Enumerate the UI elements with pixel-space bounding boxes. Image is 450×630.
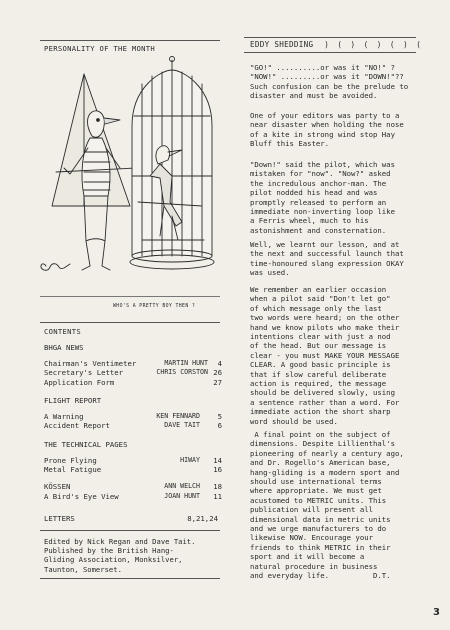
toc-author: DAVE TAIT bbox=[164, 421, 200, 430]
toc-row bbox=[44, 378, 222, 388]
toc-author: CHRIS CORSTON bbox=[156, 368, 208, 377]
cartoon-illustration bbox=[12, 56, 232, 296]
top-rule-left bbox=[40, 40, 220, 41]
paragraph-2: One of your editors was party to a near disaster when holding the nose of a kite in strong wind stop Hay Bluff this Easter. bbox=[250, 111, 404, 149]
contents-group-letters bbox=[44, 514, 222, 524]
toc-author: ANN WELCH bbox=[164, 482, 200, 490]
toc-title: Chairman's Ventimeter bbox=[44, 358, 137, 368]
toc-author: MARTIN HUNT bbox=[164, 358, 208, 367]
toc-page: 4 bbox=[217, 358, 222, 368]
page-number: 3 bbox=[433, 607, 440, 618]
toc-author: JOAN HUNT bbox=[164, 491, 200, 500]
group-heading: KÖSSEN bbox=[44, 482, 71, 491]
caption-rule bbox=[40, 296, 220, 297]
paragraph-5: We remember an earlier occasion when a pilot said "Don't let go" of which message only the last two words were heard; on the other hand we know pilots who make their intentions clear with just a nod of the head. But our message is clear - you must MAKE YOUR MESSAGE CLEAR. A good basic principle is that if slow careful deliberate action is required, the message should be delivered slowly, using a sentence rather than a word. For immediate action the short sharp word should be used. bbox=[250, 285, 400, 426]
toc-title: A Bird's Eye View bbox=[44, 491, 119, 501]
group-heading: LETTERS bbox=[44, 514, 75, 523]
toc-page: 27 bbox=[213, 377, 222, 387]
toc-page: 14 bbox=[213, 455, 222, 465]
toc-row bbox=[44, 456, 222, 466]
title-ornament: ) ( ) ( ) ( ) ( bbox=[324, 40, 423, 49]
toc-row bbox=[44, 492, 222, 502]
section-title-eddy: EDDY SHEDDING ) ( ) ( ) ( ) ( bbox=[250, 40, 423, 49]
toc-row bbox=[44, 412, 222, 422]
group-heading: FLIGHT REPORT bbox=[44, 396, 102, 405]
contents-title: CONTENTS bbox=[44, 327, 82, 336]
contents-group-technical bbox=[44, 440, 222, 475]
toc-title: Accident Report bbox=[44, 421, 110, 431]
edited-top-rule bbox=[40, 530, 220, 531]
group-heading: THE TECHNICAL PAGES bbox=[44, 440, 128, 449]
toc-page: 11 bbox=[213, 491, 222, 501]
paragraph-6: A final point on the subject of dimensions. Despite Lillienthal's pioneering of nearly a century ago, and Dr. Rogello's American base, hang-gliding is a modern sport and should use international terms where appropriate. We must get acustomed to METRIC units. This publication will present all dimensional data in metric units and we urge manufacturers to do likewise NOW. Encourage your friends to think METRIC in their sport and it will become a natural procedure in business and everyday life. D.T. bbox=[250, 430, 404, 581]
paragraph-3: "Down!" said the pilot, which was mistaken for "now". "Now?" asked the incredulous anchor-man. The pilot nodded his head and was promptly released to perform an immediate non-inverting loop like a Ferris wheel, much to his astonishment and consternation. bbox=[250, 160, 395, 235]
contents-group-bhga bbox=[44, 343, 222, 387]
toc-title: Application Form bbox=[44, 377, 115, 387]
cartoon-caption: WHO'S A PRETTY BOY THEN ? bbox=[113, 304, 196, 309]
contents-top-rule bbox=[40, 322, 220, 323]
toc-page: 8,21,24 bbox=[187, 514, 218, 523]
toc-row bbox=[44, 368, 222, 378]
title-underline-rule bbox=[244, 52, 416, 53]
toc-page: 16 bbox=[213, 465, 222, 475]
edited-bottom-rule bbox=[40, 578, 220, 579]
toc-title: Secretary's Letter bbox=[44, 368, 124, 378]
toc-author: HIWAY bbox=[180, 455, 200, 464]
toc-title: Prone Flying bbox=[44, 455, 97, 465]
toc-row bbox=[44, 359, 222, 369]
contents-group-flight bbox=[44, 396, 222, 431]
toc-row bbox=[44, 482, 222, 492]
toc-author: KEN FENNARD bbox=[156, 411, 200, 420]
edited-by: Edited by Nick Regan and Dave Tait. Published by the British Hang- Gliding Association, Monksilver, Taunton, Somerset. bbox=[44, 537, 196, 574]
toc-page: 6 bbox=[217, 421, 222, 431]
paragraph-1: "GO!" ..........or was it "NO!" ? "NOW!" .........or was it "DOWN!"?? Such confusion can be the prelude to disaster and must be avoided. bbox=[250, 63, 409, 101]
top-rule-right bbox=[244, 37, 416, 38]
toc-title: Metal Fatigue bbox=[44, 465, 102, 475]
toc-page: 26 bbox=[213, 368, 222, 378]
toc-row bbox=[44, 421, 222, 431]
toc-row bbox=[44, 465, 222, 475]
toc-page: 5 bbox=[217, 411, 222, 421]
toc-page: 18 bbox=[213, 482, 222, 491]
toc-row bbox=[44, 514, 222, 524]
section-title-personality: PERSONALITY OF THE MONTH bbox=[44, 44, 156, 53]
group-heading: BHGA NEWS bbox=[44, 343, 84, 352]
paragraph-4: Well, we learnt our lesson, and at the next and successful launch that time-honoured slang expression OKAY was used. bbox=[250, 240, 404, 278]
toc-title: A Warning bbox=[44, 411, 84, 421]
contents-group-kossen bbox=[44, 482, 222, 501]
